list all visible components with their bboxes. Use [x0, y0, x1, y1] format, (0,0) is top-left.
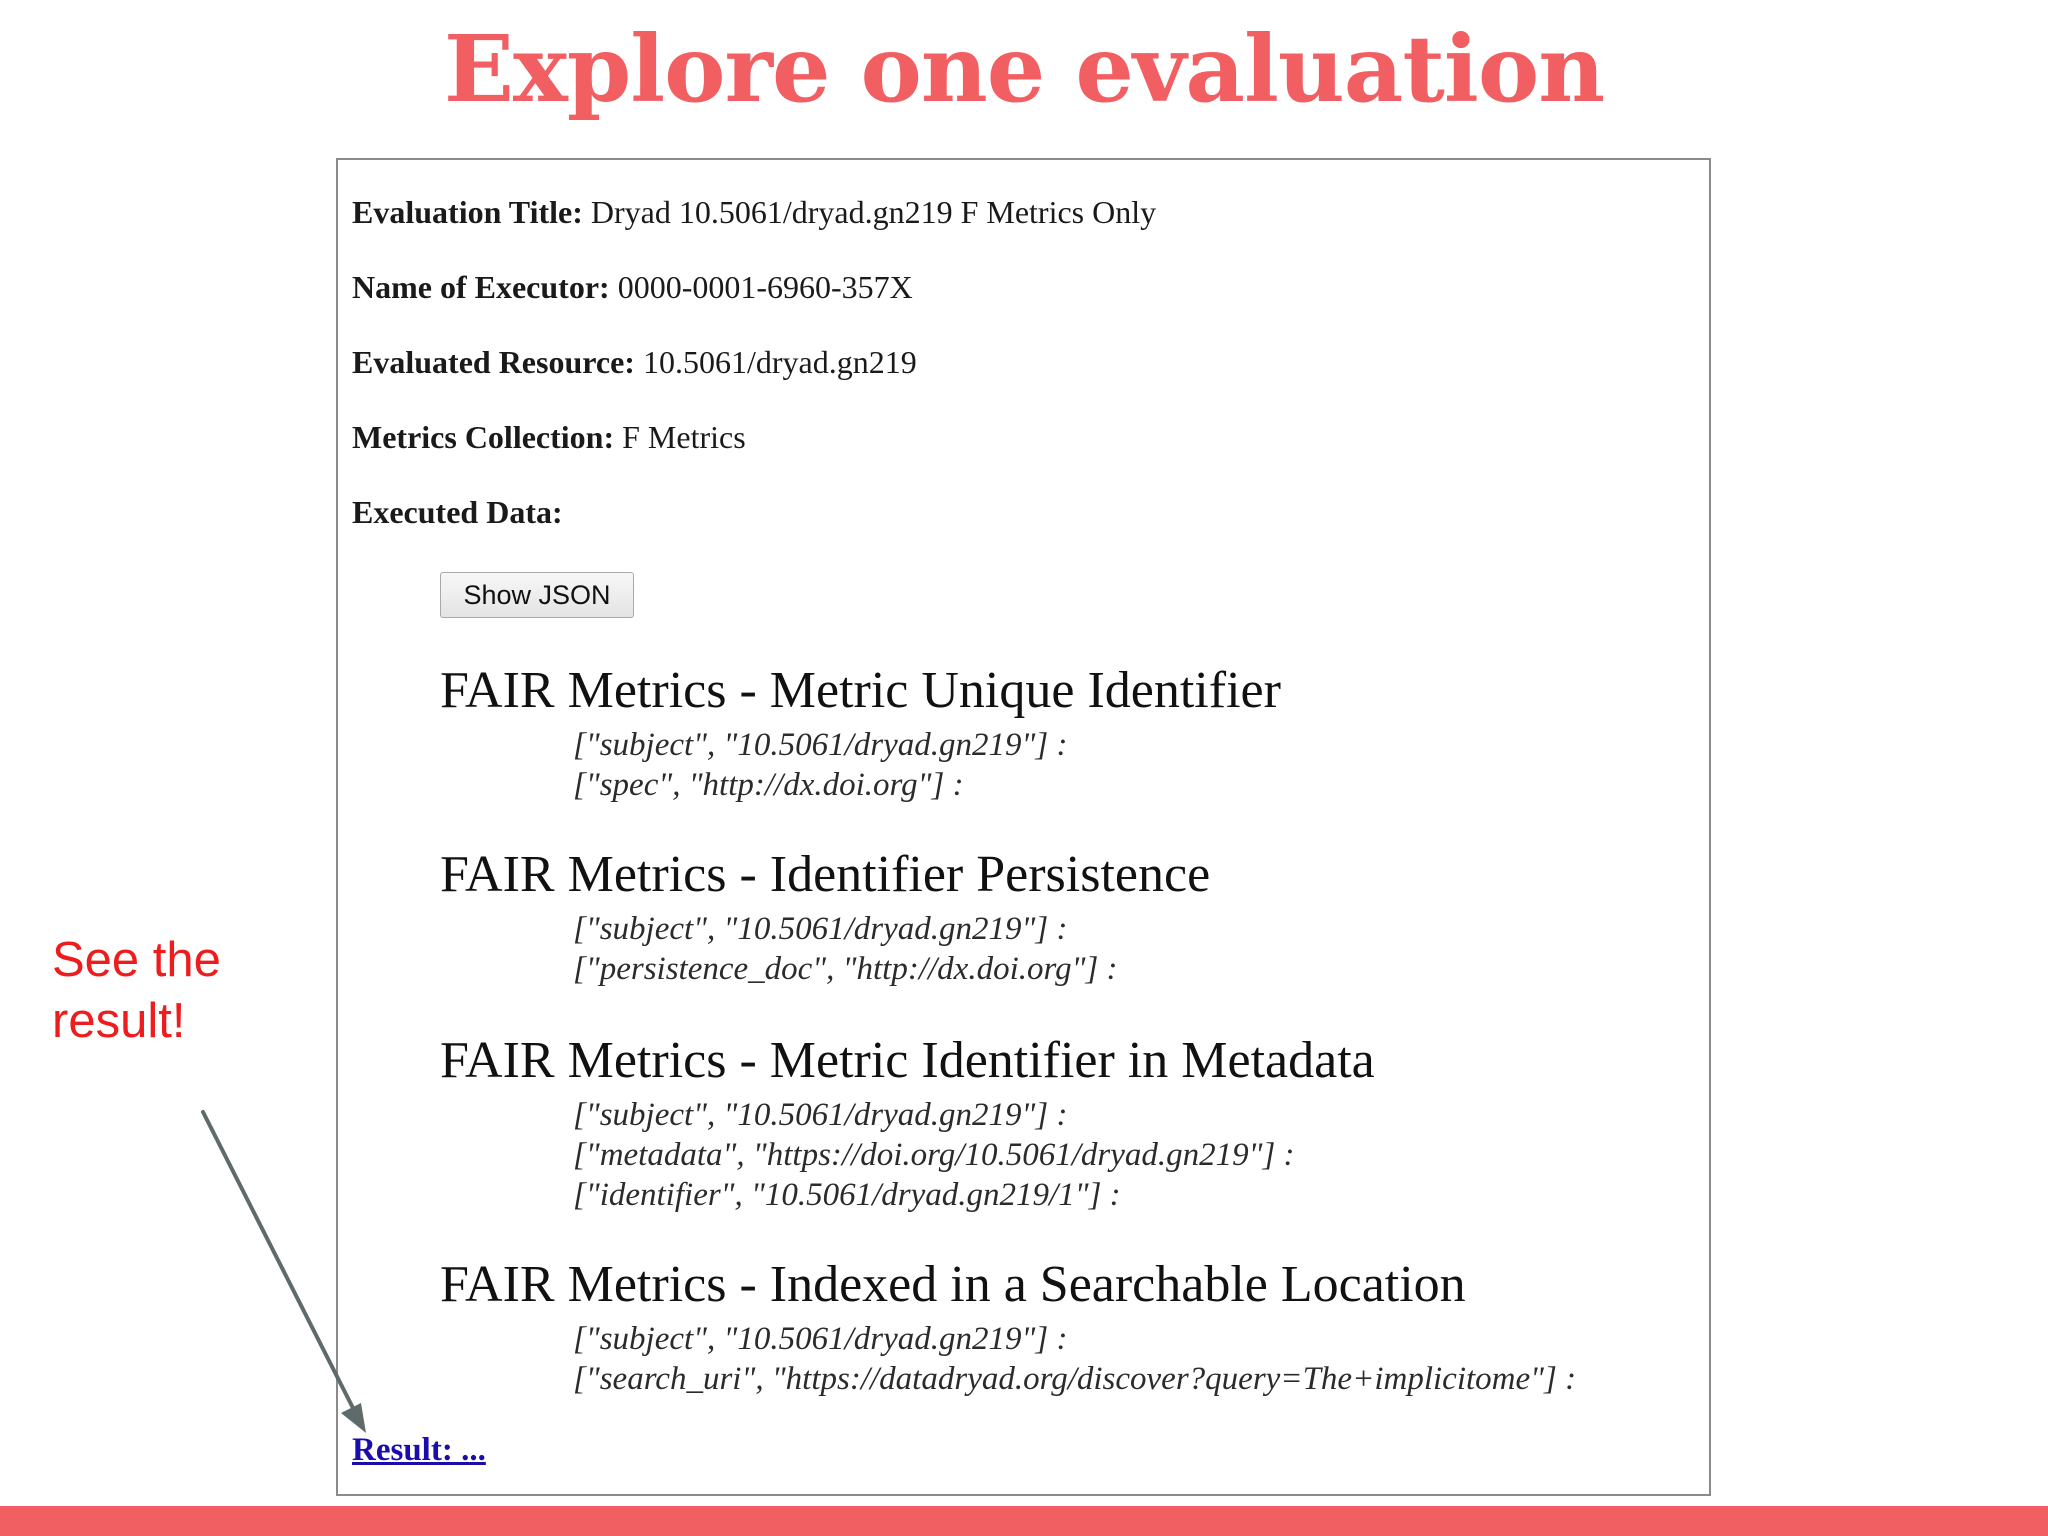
metrics-collection-label: Metrics Collection: [352, 419, 615, 455]
metric-line: ["persistence_doc", "http://dx.doi.org"] : [573, 950, 1118, 987]
executor-value: 0000-0001-6960-357X [617, 269, 913, 305]
metric-line: ["subject", "10.5061/dryad.gn219"] : [573, 910, 1068, 947]
executed-data-label: Executed Data: [352, 494, 563, 530]
metric-line: ["subject", "10.5061/dryad.gn219"] : [573, 1096, 1068, 1133]
show-json-button[interactable]: Show JSON [440, 572, 634, 618]
metrics-collection-value: F Metrics [622, 419, 746, 455]
metric-line: ["metadata", "https://doi.org/10.5061/dryad.gn219"] : [573, 1136, 1295, 1173]
metric-title: FAIR Metrics - Indexed in a Searchable Location [440, 1256, 1466, 1313]
metric-title: FAIR Metrics - Metric Identifier in Metadata [440, 1032, 1375, 1089]
metric-title: FAIR Metrics - Identifier Persistence [440, 846, 1211, 903]
metric-line: ["subject", "10.5061/dryad.gn219"] : [573, 726, 1068, 763]
slide-title: Explore one evaluation [443, 15, 1605, 123]
metric-line: ["spec", "http://dx.doi.org"] : [573, 766, 964, 803]
metric-line: ["subject", "10.5061/dryad.gn219"] : [573, 1320, 1068, 1357]
result-link[interactable]: Result: ... [352, 1432, 486, 1468]
executor-label: Name of Executor: [352, 269, 610, 305]
metric-line: ["identifier", "10.5061/dryad.gn219/1"] : [573, 1176, 1121, 1213]
evaluation-title-label: Evaluation Title: [352, 194, 583, 230]
evaluation-title-value: Dryad 10.5061/dryad.gn219 F Metrics Only [590, 194, 1157, 230]
metric-line: ["search_uri", "https://datadryad.org/discover?query=The+implicitome"] : [573, 1360, 1577, 1397]
metric-title: FAIR Metrics - Metric Unique Identifier [440, 662, 1281, 719]
evaluated-resource-label: Evaluated Resource: [352, 344, 635, 380]
see-result-annotation: See the result! [52, 933, 221, 1048]
evaluated-resource-value: 10.5061/dryad.gn219 [642, 344, 917, 380]
footer-accent-bar [0, 1506, 2048, 1536]
